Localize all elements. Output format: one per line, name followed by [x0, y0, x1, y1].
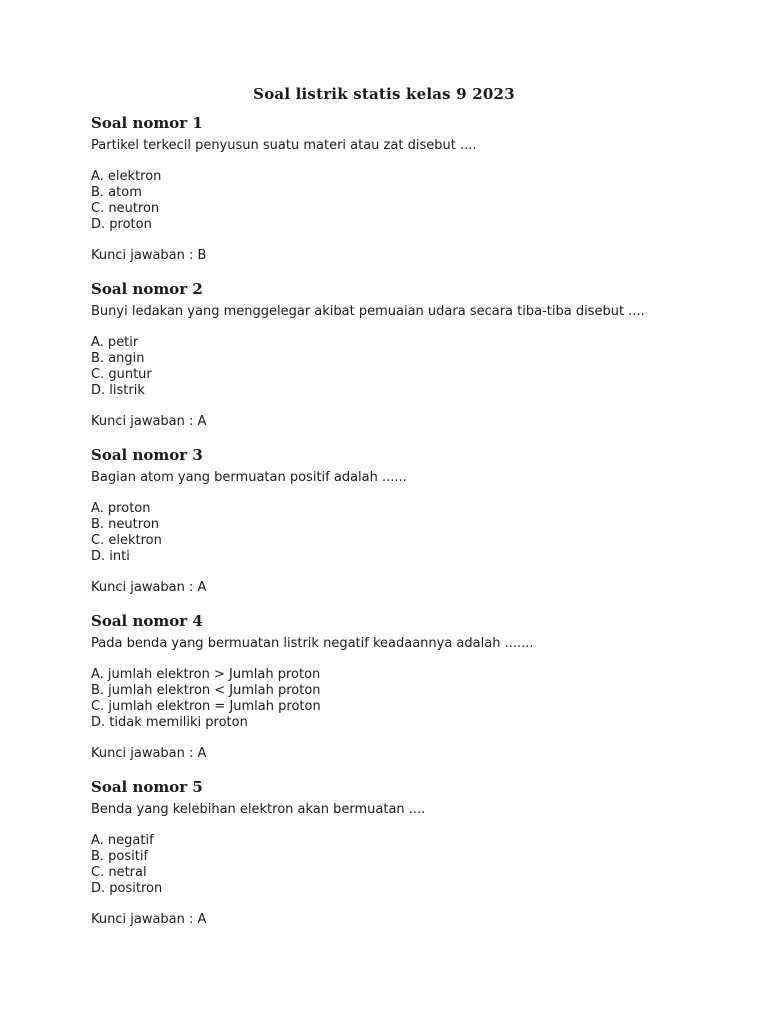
question-block-2 [91, 279, 731, 430]
option-d: D. tidak memiliki proton [91, 715, 248, 730]
option-a: A. petir [91, 335, 139, 350]
question-heading: Soal nomor 4 [91, 612, 203, 630]
question-block-4 [91, 611, 731, 762]
option-a: A. elektron [91, 169, 162, 184]
option-b: B. neutron [91, 517, 160, 532]
option-d: D. inti [91, 549, 130, 564]
option-c: C. jumlah elektron = Jumlah proton [91, 699, 321, 714]
question-heading: Soal nomor 2 [91, 280, 203, 298]
option-c: C. netral [91, 865, 147, 880]
question-heading: Soal nomor 5 [91, 778, 203, 796]
option-b: B. jumlah elektron < Jumlah proton [91, 683, 321, 698]
question-text: Bunyi ledakan yang menggelegar akibat pemuaian udara secara tiba-tiba disebut .... [91, 304, 645, 319]
answer-key: Kunci jawaban : B [91, 248, 207, 263]
option-list [91, 833, 731, 897]
option-c: C. elektron [91, 533, 162, 548]
option-a: A. negatif [91, 833, 154, 848]
option-d: D. positron [91, 881, 163, 896]
question-block-1 [91, 113, 731, 264]
option-b: B. atom [91, 185, 142, 200]
answer-key: Kunci jawaban : A [91, 414, 207, 429]
option-list [91, 169, 731, 233]
option-list [91, 335, 731, 399]
option-a: A. jumlah elektron > Jumlah proton [91, 667, 321, 682]
question-heading: Soal nomor 3 [91, 446, 203, 464]
option-d: D. proton [91, 217, 152, 232]
answer-key: Kunci jawaban : A [91, 746, 207, 761]
question-text: Partikel terkecil penyusun suatu materi atau zat disebut .... [91, 138, 477, 153]
option-b: B. angin [91, 351, 145, 366]
option-b: B. positif [91, 849, 149, 864]
question-text: Benda yang kelebihan elektron akan bermuatan .... [91, 802, 426, 817]
option-c: C. guntur [91, 367, 152, 382]
option-d: D. listrik [91, 383, 145, 398]
question-block-5 [91, 777, 731, 928]
option-a: A. proton [91, 501, 151, 516]
question-text: Bagian atom yang bermuatan positif adalah ...... [91, 470, 407, 485]
question-text: Pada benda yang bermuatan listrik negatif keadaannya adalah ....... [91, 636, 534, 651]
question-block-3 [91, 445, 731, 596]
document-title: Soal listrik statis kelas 9 2023 [253, 85, 515, 103]
option-c: C. neutron [91, 201, 160, 216]
question-heading: Soal nomor 1 [91, 114, 203, 132]
option-list [91, 667, 731, 731]
answer-key: Kunci jawaban : A [91, 580, 207, 595]
answer-key: Kunci jawaban : A [91, 912, 207, 927]
option-list [91, 501, 731, 565]
